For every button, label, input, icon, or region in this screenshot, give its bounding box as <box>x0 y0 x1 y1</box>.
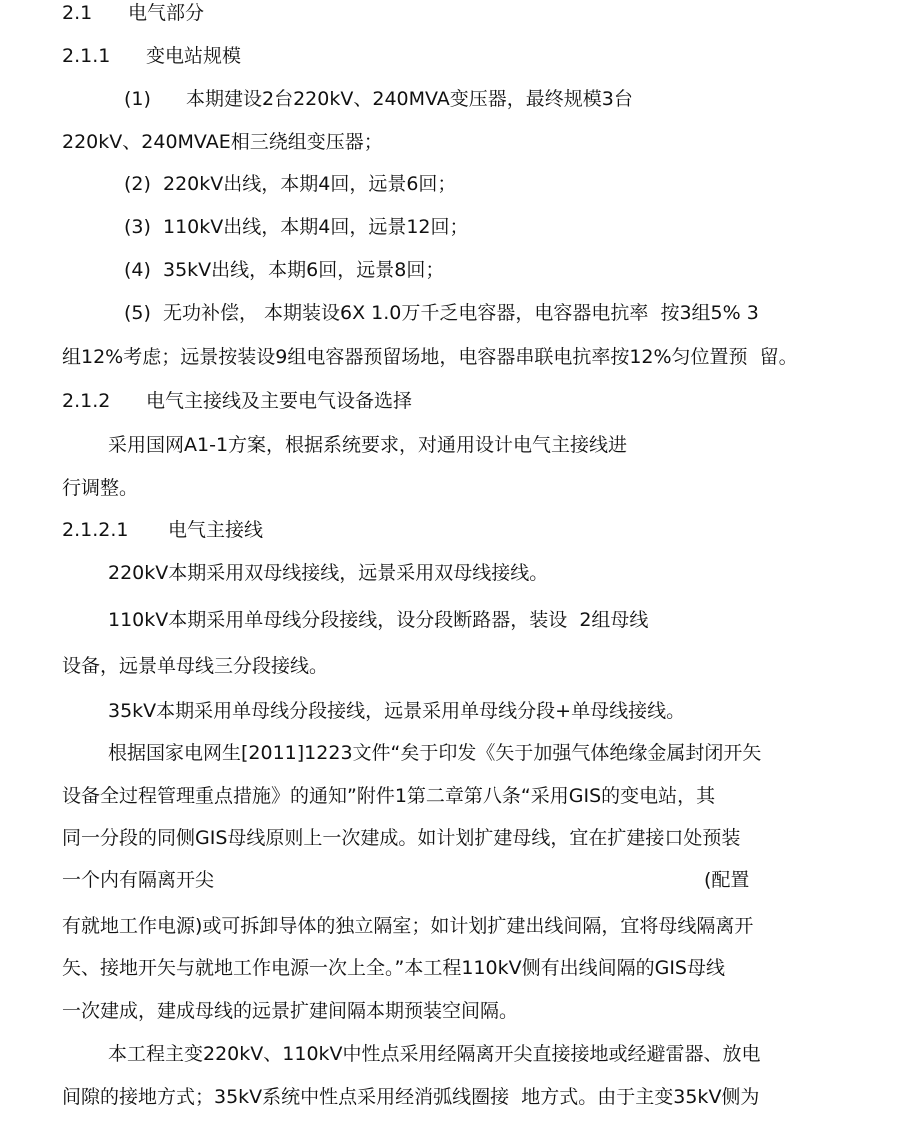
heading-2-1-2 <box>62 389 412 413</box>
paragraph-gis-line-1: 根据国家电网生[2011]1223文件“矣于印发《矢于加强气体绝缘金属封闭开矢 <box>108 742 762 764</box>
item-text: 本期建设2台220kV、240MVA变压器，最终规模3台 <box>186 88 633 110</box>
paragraph-gis-line-6: 矢、接地开矢与就地工作电源一次上全。”本工程110kV侧有出线间隔的GIS母线 <box>62 957 725 979</box>
heading-number: 2.1.1 <box>62 45 111 67</box>
paragraph-scheme-line-2: 行调整。 <box>62 477 139 499</box>
paragraph-gis-line-3: 同一分段的同侧GIS母线原则上一次建成。如计划扩建母线，宜在扩建接口处预装 <box>62 827 741 849</box>
paragraph-220kv: 220kV本期采用双母线接线，远景采用双母线接线。 <box>108 562 549 584</box>
scale-item-4: (4) 35kV出线，本期6回，远景8回； <box>124 259 445 281</box>
paragraph-35kv: 35kV本期采用单母线分段接线，远景采用单母线分段+单母线接线。 <box>108 700 686 722</box>
scale-item-5: (5) 无功补偿， 本期装设6X 1.0万千乏电容器，电容器电抗率 按3组5% 3 <box>124 302 759 324</box>
heading-2-1 <box>62 1 204 25</box>
paragraph-gis-line-5: 有就地工作电源)或可拆卸导体的独立隔室；如计划扩建出线间隔，宜将母线隔离开 <box>62 915 754 937</box>
heading-text: 电气部分 <box>128 2 205 24</box>
paragraph-neutral-line-2: 间隙的接地方式；35kV系统中性点采用经消弧线圈接 地方式。由于主变35kV侧为 <box>62 1086 760 1108</box>
paragraph-gis-line-4-left: 一个内有隔离开尖 <box>62 869 215 891</box>
paragraph-gis-line-4-right: (配置 <box>704 869 750 891</box>
paragraph-110kv-line-2: 设备，远景单母线三分段接线。 <box>62 655 329 677</box>
heading-text: 电气主接线 <box>168 519 264 541</box>
paragraph-110kv-line-1: 110kV本期采用单母线分段接线，设分段断路器，装设 2组母线 <box>108 609 649 631</box>
heading-number: 2.1.2 <box>62 390 111 412</box>
heading-text: 电气主接线及主要电气设备选择 <box>146 390 413 412</box>
paragraph-scheme-line-1: 采用国网A1-1方案，根据系统要求，对通用设计电气主接线进 <box>108 434 628 456</box>
heading-2-1-2-1 <box>62 518 263 542</box>
scale-item-1 <box>124 87 633 111</box>
paragraph-gis-line-2: 设备全过程管理重点措施》的通知”附件1第二章第八条“采用GIS的变电站，其 <box>62 785 716 807</box>
item-number: (1) <box>124 88 151 110</box>
scale-item-1-continued: 220kV、240MVAE相三绕组变压器； <box>62 131 383 153</box>
scale-item-3: (3) 110kV出线，本期4回，远景12回； <box>124 216 469 238</box>
paragraph-neutral-line-1: 本工程主变220kV、110kV中性点采用经隔离开尖直接接地或经避雷器、放电 <box>108 1043 761 1065</box>
scale-item-5-continued: 组12%考虑；远景按装设9组电容器预留场地，电容器串联电抗率按12%匀位置预 留。 <box>62 346 798 368</box>
heading-number: 2.1.2.1 <box>62 519 129 541</box>
heading-2-1-1 <box>62 44 241 68</box>
scale-item-2: (2) 220kV出线，本期4回，远景6回； <box>124 173 457 195</box>
heading-number: 2.1 <box>62 2 93 24</box>
paragraph-gis-line-7: 一次建成，建成母线的远景扩建间隔本期预装空间隔。 <box>62 1000 519 1022</box>
heading-text: 变电站规模 <box>146 45 242 67</box>
